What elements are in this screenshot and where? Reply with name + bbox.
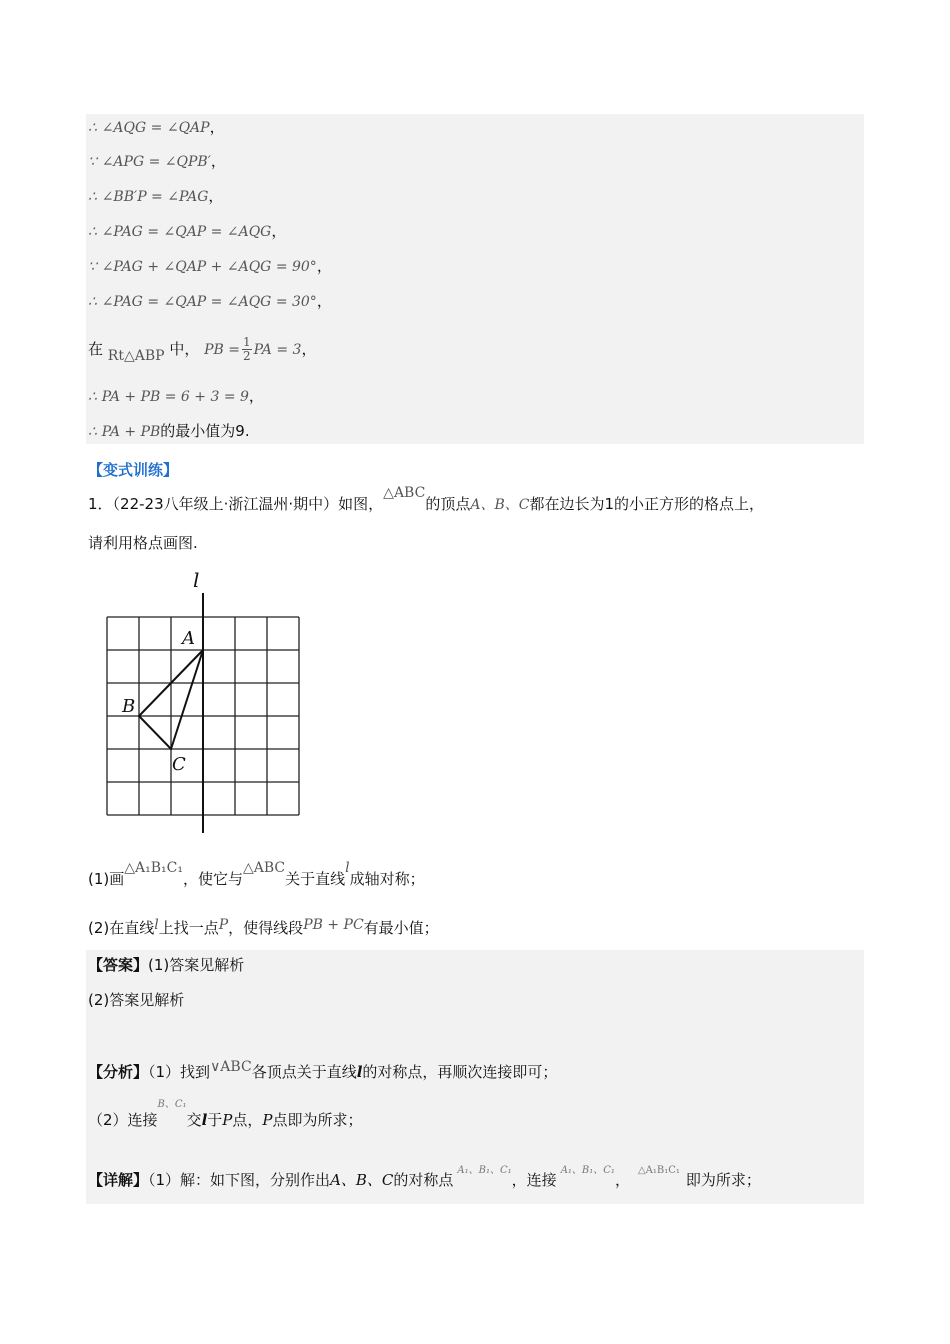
question-2 bbox=[88, 918, 439, 939]
vertex-names: A₁、B₁、C₁ bbox=[457, 1165, 512, 1176]
proof-line-5 bbox=[88, 256, 332, 277]
numerator: 1 bbox=[243, 335, 251, 349]
triangle-name: △A₁B₁C₁ bbox=[637, 1165, 680, 1176]
text: ，使它与 bbox=[182, 870, 243, 888]
problem-number: 1． bbox=[88, 495, 113, 513]
label-l: l bbox=[193, 568, 200, 592]
therefore-symbol: ∴ bbox=[88, 389, 97, 405]
text: (2)在直线 bbox=[88, 919, 155, 937]
point-name: P bbox=[222, 1111, 233, 1129]
answer-tag: 【答案】 bbox=[88, 956, 149, 974]
denominator: 2 bbox=[243, 349, 251, 363]
triangle-name: △ABC bbox=[242, 860, 286, 876]
punct: ， bbox=[208, 187, 224, 205]
proof-expr: ∠APG = ∠QPB′ bbox=[101, 154, 211, 170]
therefore-symbol: ∴ bbox=[88, 424, 97, 440]
proof-expr: ∠BB′P = ∠PAG bbox=[101, 189, 209, 205]
text: 的最小值为9. bbox=[160, 422, 250, 440]
text: 即为所求； bbox=[685, 1171, 761, 1189]
text: (1)画 bbox=[88, 870, 125, 888]
proof-line-3 bbox=[88, 186, 223, 207]
line-name: l bbox=[345, 860, 350, 876]
text: 交 bbox=[186, 1111, 202, 1129]
text: 点， bbox=[232, 1111, 263, 1129]
therefore-symbol: ∴ bbox=[88, 224, 97, 240]
punct: ， bbox=[316, 292, 332, 310]
segment-name: B、C₁ bbox=[157, 1099, 187, 1110]
line-name: l bbox=[201, 1111, 208, 1129]
proof-line-9 bbox=[88, 421, 250, 442]
triangle-name: ∨ABC bbox=[210, 1059, 252, 1075]
text: 于 bbox=[207, 1111, 223, 1129]
text: 有最小值； bbox=[363, 919, 439, 937]
punct: ， bbox=[248, 387, 264, 405]
text: 都在边长为1的小正方形的格点上， bbox=[529, 495, 764, 513]
text: ，连接 bbox=[511, 1171, 557, 1189]
text: 的对称点，再顺次连接即可； bbox=[362, 1063, 558, 1081]
text: 关于直线 bbox=[285, 870, 346, 888]
section-title: 【变式训练】 bbox=[88, 461, 179, 479]
point-name: P bbox=[218, 917, 229, 933]
proof-line-8 bbox=[88, 386, 264, 407]
therefore-symbol: ∴ bbox=[88, 294, 97, 310]
punct: ， bbox=[209, 118, 225, 136]
punct: ， bbox=[271, 222, 287, 240]
proof-expr: PA + PB = 6 + 3 = 9 bbox=[101, 389, 249, 405]
answer-text: (1)答案见解析 bbox=[148, 956, 245, 974]
proof-expr: PA + PB bbox=[101, 424, 161, 440]
problem-source: （22-23八年级上·浙江温州·期中）如图， bbox=[112, 495, 384, 513]
text: 成轴对称； bbox=[349, 870, 425, 888]
fraction-one-half bbox=[242, 336, 252, 363]
text: 上找一点 bbox=[158, 919, 219, 937]
text: 在 bbox=[88, 340, 104, 358]
proof-expr: ∠AQG = ∠QAP bbox=[101, 120, 210, 136]
proof-line-6 bbox=[88, 291, 332, 312]
text: 的顶点 bbox=[425, 495, 471, 513]
text: （1）解：如下图，分别作出 bbox=[148, 1171, 331, 1189]
punct: ， bbox=[316, 257, 332, 275]
text: 各顶点关于直线 bbox=[251, 1063, 357, 1081]
point-name: P bbox=[262, 1111, 273, 1129]
line-name: l bbox=[154, 917, 159, 933]
vertex-names: A₁、B₁、C₁ bbox=[560, 1165, 615, 1176]
analysis-line-1 bbox=[88, 1059, 558, 1083]
proof-expr: ∠PAG + ∠QAP + ∠AQG = 90° bbox=[101, 259, 317, 275]
proof-expr: ∠PAG = ∠QAP = ∠AQG bbox=[101, 224, 272, 240]
vertex-names: A、B、C bbox=[330, 1171, 394, 1189]
grid-figure bbox=[100, 565, 310, 837]
therefore-symbol: ∴ bbox=[88, 120, 97, 136]
proof-line-4 bbox=[88, 221, 286, 242]
line-name: l bbox=[356, 1063, 363, 1081]
label-c: C bbox=[172, 754, 186, 775]
triangle-name: Rt△ABP bbox=[107, 348, 165, 364]
detail-line-1 bbox=[88, 1165, 761, 1193]
because-symbol: ∵ bbox=[88, 259, 97, 275]
text: 的对称点 bbox=[393, 1171, 454, 1189]
punct: ， bbox=[614, 1171, 630, 1189]
text: 点即为所求； bbox=[272, 1111, 363, 1129]
punct: ， bbox=[210, 152, 226, 170]
proof-line-2 bbox=[88, 151, 226, 172]
text: （1）找到 bbox=[148, 1063, 211, 1081]
detail-tag: 【详解】 bbox=[88, 1171, 149, 1189]
analysis-line-2 bbox=[88, 1099, 363, 1133]
punct: ， bbox=[301, 340, 317, 358]
vertex-names: A、B、C bbox=[470, 497, 530, 513]
answer-line-1 bbox=[88, 955, 244, 975]
triangle-name: △A₁B₁C₁ bbox=[124, 860, 183, 876]
label-b: B bbox=[122, 696, 136, 717]
expression: PB + PC bbox=[303, 917, 364, 933]
proof-expr: PB = bbox=[204, 342, 241, 358]
because-symbol: ∵ bbox=[88, 154, 97, 170]
triangle-name: △ABC bbox=[383, 485, 426, 501]
problem-line-2: 请利用格点画图. bbox=[88, 534, 198, 552]
therefore-symbol: ∴ bbox=[88, 189, 97, 205]
text: ，使得线段 bbox=[228, 919, 304, 937]
analysis-tag: 【分析】 bbox=[88, 1063, 149, 1081]
problem-line-1 bbox=[88, 485, 764, 515]
text: （2）连接 bbox=[88, 1111, 158, 1129]
proof-expr: PA = 3 bbox=[253, 342, 302, 358]
answer-line-2: (2)答案见解析 bbox=[88, 991, 185, 1009]
question-1 bbox=[88, 860, 425, 890]
label-a: A bbox=[182, 628, 195, 649]
proof-line-1 bbox=[88, 117, 225, 138]
proof-expr: ∠PAG = ∠QAP = ∠AQG = 30° bbox=[101, 294, 317, 310]
proof-line-7 bbox=[88, 336, 316, 363]
text: 中， bbox=[169, 340, 200, 358]
